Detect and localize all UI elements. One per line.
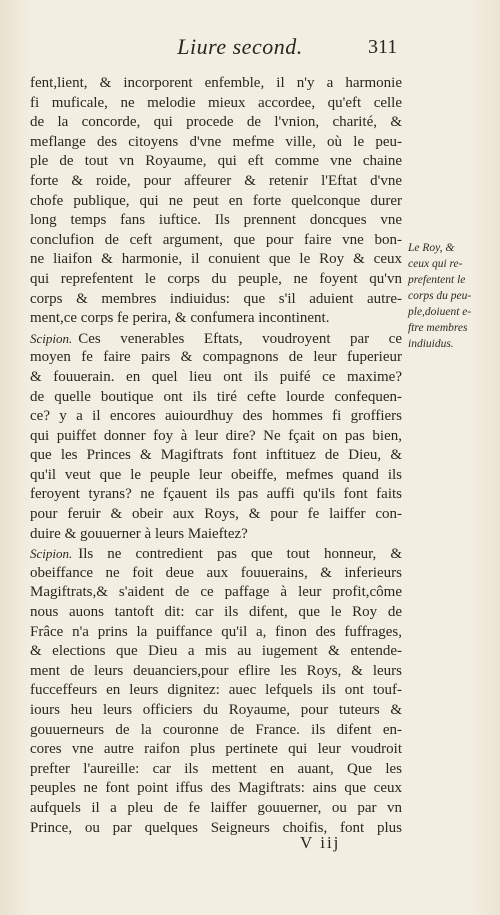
page-number: 311 — [368, 36, 398, 58]
text-line — [30, 388, 402, 408]
line-text: qui puiffet donner foy à leur dire? Ne fçait on pas bien, — [30, 427, 402, 444]
line-text: qui reprefentent le corps du peuple, ne foyent qu'vn — [30, 270, 402, 287]
line-text: moyen fe faire pairs & compagnons de leur fuperieur — [30, 349, 402, 366]
line-text: Magiftrats,& s'aident de ce paffage à leur profit,côme — [30, 584, 402, 601]
line-text: chofe publique, qui ne peut en forte quelconque durer — [30, 192, 402, 209]
line-text: ment,ce corps fe perira, & confumera incontinent. — [30, 310, 330, 327]
text-line — [30, 642, 402, 662]
speaker-label: Scipion. — [30, 546, 73, 562]
text-line — [30, 133, 402, 153]
text-line — [30, 446, 402, 466]
text-line — [30, 721, 402, 741]
text-line — [30, 505, 402, 525]
line-text: Prince, ou par quelques Seigneurs choifis, font plus — [30, 819, 402, 836]
line-text: ment de leurs deuanciers,pour eflire les Roys, & leurs — [30, 662, 402, 679]
line-text: cores vne autre raifon plus pertinete qui leur voudroit — [30, 741, 402, 758]
marginal-note-line: ftre membres — [408, 322, 468, 334]
text-line — [30, 583, 402, 603]
signature-mark: V iij — [300, 833, 341, 852]
line-text: duire & gouuerner à leurs Maieftez? — [30, 525, 248, 542]
text-line — [30, 113, 402, 133]
text-line — [30, 192, 402, 212]
text-line — [30, 760, 402, 780]
text-line — [30, 525, 402, 545]
speaker-label: Scipion. — [30, 330, 73, 346]
text-line — [30, 172, 402, 192]
text-line — [30, 485, 402, 505]
line-text: prefter l'aureille: car ils mettent en auant, Que les — [30, 760, 402, 777]
text-line — [30, 662, 402, 682]
line-text: Ils ne contredient pas que tout honneur, & — [78, 546, 402, 563]
line-text: & fouuerain. en quel lieu ont ils puifé ce maxime? — [30, 368, 402, 385]
text-line — [30, 819, 402, 839]
line-text: ce? y a il encores auiourdhuy des hommes fi groffiers — [30, 408, 402, 425]
line-text: fent,lient, & incorporent enfemble, il n'y a harmonie — [30, 75, 402, 91]
line-text: conclufion de ceft argument, que pour faire vne bon- — [30, 231, 402, 248]
line-text: iours heu leurs officiers du Royaume, pour tuteurs & — [30, 702, 402, 718]
text-line — [30, 348, 402, 368]
body-text — [30, 74, 402, 838]
text-line — [30, 74, 402, 94]
line-text: peuples ne font point iffus des Magiftrats: ains que ceux — [30, 780, 402, 797]
line-text: fucceffeurs en leurs dignitez: auec lefquels ils ont touf- — [30, 682, 402, 699]
line-text: gouuerneurs de la couronne de France. ils difent en- — [30, 721, 402, 738]
text-line — [30, 544, 402, 564]
line-text: obeiffance ne foit deue aux fouuerains, & inferieurs — [30, 564, 402, 581]
text-line — [30, 779, 402, 799]
text-line — [30, 329, 402, 349]
text-line — [30, 250, 402, 270]
marginal-note-line: ceux qui re- — [408, 258, 463, 270]
text-line — [30, 152, 402, 172]
text-line — [30, 564, 402, 584]
line-text: aufquels il a pleu de fe laiffer gouuerner, ou par vn — [30, 799, 402, 816]
line-text: long temps fans iuftice. Ils prennent doncques vne — [30, 212, 402, 229]
line-text: fi muficale, ne melodie mieux accordee, qu'eft celle — [30, 94, 402, 111]
text-line — [30, 231, 402, 251]
line-text: de la concorde, qui procede de l'vnion, charité, & — [30, 114, 402, 131]
line-text: Frâce n'a prins la puiffance qu'il a, finon des fuffrages, — [30, 623, 402, 640]
text-line — [30, 681, 402, 701]
running-title: Liure second. — [177, 34, 303, 59]
text-line — [30, 407, 402, 427]
line-text: de quelle boutique ont ils tiré cefte lourde confequen- — [30, 388, 402, 405]
text-line — [30, 309, 402, 329]
marginal-note-line: Le Roy, & — [408, 242, 455, 254]
text-line — [30, 799, 402, 819]
marginal-note-line: indiuidus. — [408, 338, 454, 350]
text-line — [30, 270, 402, 290]
text-line — [30, 623, 402, 643]
line-text: ple de tout vn Royaume, qui eft comme vne chaine — [30, 153, 402, 170]
line-text: ne liaifon & harmonie, il conuient que le Roy & ceux — [30, 251, 402, 268]
marginal-note-line: prefentent le — [408, 274, 466, 286]
text-line — [30, 466, 402, 486]
line-text: nous auons tantoft dit: car ils difent, que le Roy de — [30, 604, 402, 621]
text-line — [30, 290, 402, 310]
line-text: que les Princes & Magiftrats font inftituez de Dieu, & — [30, 447, 402, 464]
marginal-note — [408, 240, 498, 352]
text-line — [30, 603, 402, 623]
text-line — [30, 427, 402, 447]
marginal-note-line: ple,doiuent e- — [408, 306, 472, 318]
text-line — [30, 94, 402, 114]
line-text: & elections que Dieu a mis au iugement & entende- — [30, 643, 402, 660]
line-text: qu'il veut que le peuple leur obeiffe, mefmes quand ils — [30, 466, 402, 483]
text-line — [30, 701, 402, 721]
line-text: pour feruir & obeir aux Roys, & pour fe laiffer con- — [30, 506, 402, 523]
line-text: Ces venerables Eftats, voudroyent par ce — [78, 330, 402, 347]
line-text: feroyent tyrans? ne fçauent ils pas auffi qu'ils font faits — [30, 486, 402, 503]
text-line — [30, 211, 402, 231]
marginal-note-line: corps du peu- — [408, 290, 472, 302]
line-text: corps & membres indiuidus: que s'il aduient autre- — [30, 290, 402, 307]
text-line — [30, 368, 402, 388]
line-text: meflange des citoyens d'vne mefme ville, où le peu- — [30, 133, 402, 150]
text-line — [30, 740, 402, 760]
line-text: forte & roide, pour affeurer & retenir l'Eftat d'vne — [30, 172, 402, 189]
